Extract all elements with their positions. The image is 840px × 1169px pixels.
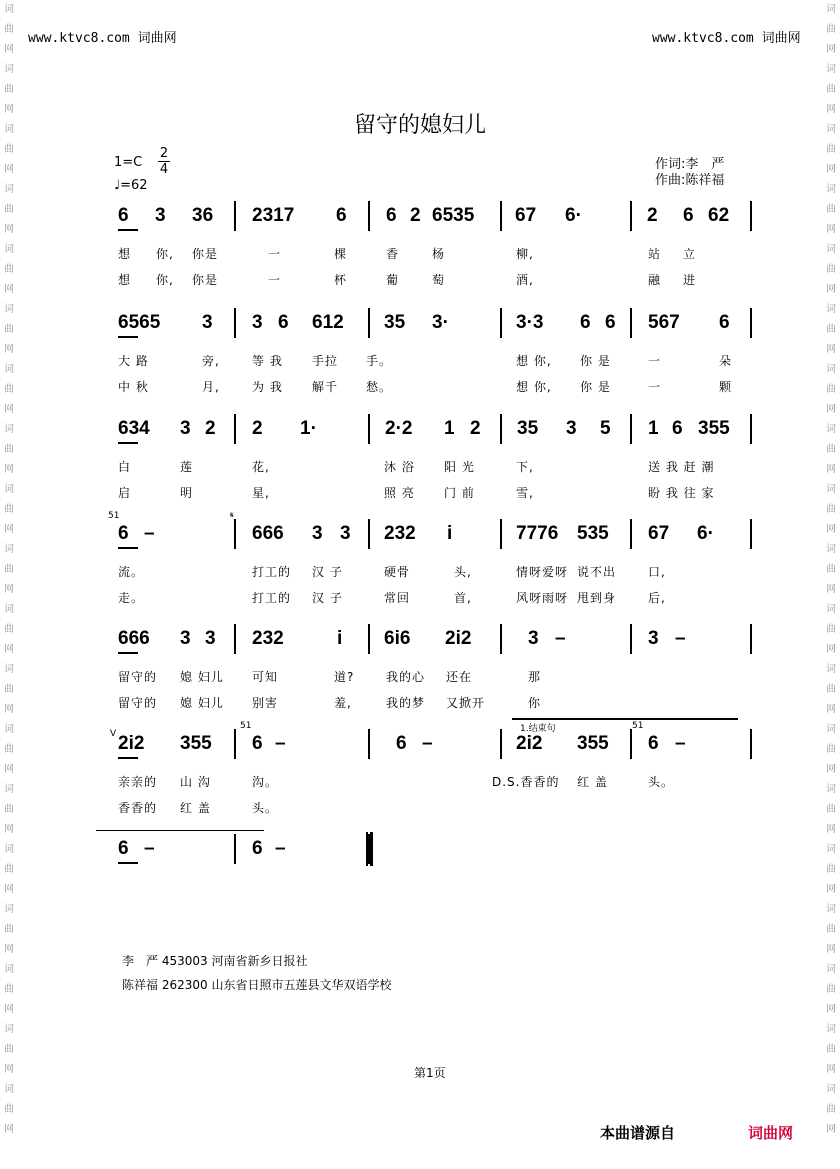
beam bbox=[118, 229, 138, 231]
note: 612 bbox=[312, 312, 344, 333]
note: 2 bbox=[205, 418, 216, 439]
note: 35 bbox=[517, 418, 539, 439]
key-signature: 1=C bbox=[114, 155, 143, 170]
page-number: 第1页 bbox=[414, 1066, 446, 1080]
note: i bbox=[447, 523, 453, 544]
lyric-verse-1: D.S.香香的 bbox=[492, 775, 560, 789]
lyric-verse-1: 你 是 bbox=[580, 354, 611, 368]
note: 2 bbox=[252, 418, 263, 439]
lyric-verse-1: 还在 bbox=[446, 670, 473, 684]
lyric-verse-1: 杨 bbox=[432, 247, 446, 261]
note: 6 bbox=[336, 205, 347, 226]
lyric-verse-2: 进 bbox=[683, 273, 697, 287]
bar-line bbox=[630, 308, 632, 338]
lyric-verse-1: 打工的 bbox=[252, 565, 292, 579]
volta-bracket bbox=[512, 718, 738, 720]
time-signature bbox=[158, 146, 170, 177]
lyric-verse-2: 雪, bbox=[516, 486, 534, 500]
composer: 作曲:陈祥福 bbox=[655, 173, 725, 188]
bar-line bbox=[234, 624, 236, 654]
note: 6 bbox=[672, 418, 683, 439]
note: 36 bbox=[192, 205, 214, 226]
lyric-verse-1: 莲 bbox=[180, 460, 194, 474]
lyric-verse-1: 一 bbox=[648, 354, 662, 368]
bar-line bbox=[500, 519, 502, 549]
beam bbox=[118, 442, 138, 444]
note: 2 bbox=[647, 205, 658, 226]
lyric-verse-1: 手拉 bbox=[312, 354, 339, 368]
lyric-verse-2: 香香的 bbox=[118, 801, 158, 815]
note: 3 bbox=[528, 628, 539, 649]
lyric-verse-1: 我的心 bbox=[386, 670, 426, 684]
bar-line bbox=[234, 729, 236, 759]
lyric-verse-1: 那 bbox=[528, 670, 542, 684]
lyric-verse-1: 香 bbox=[386, 247, 400, 261]
bar-line bbox=[368, 624, 370, 654]
bar-line bbox=[234, 201, 236, 231]
note: – bbox=[275, 838, 286, 859]
note: 3 bbox=[180, 418, 191, 439]
lyric-verse-1: 一 bbox=[268, 247, 282, 261]
note: 3 bbox=[648, 628, 659, 649]
bar-line bbox=[750, 624, 752, 654]
lyric-verse-2: 为 我 bbox=[252, 380, 283, 394]
song-title: 留守的媳妇儿 bbox=[353, 113, 486, 138]
lyric-verse-2: 首, bbox=[454, 591, 472, 605]
note: 7776 bbox=[516, 523, 559, 544]
score-mark: 51 bbox=[108, 511, 120, 521]
lyric-verse-2: 想 你, bbox=[516, 380, 552, 394]
note: 6565 bbox=[118, 312, 161, 333]
score-mark: 51 bbox=[240, 721, 252, 731]
lyric-verse-1: 立 bbox=[683, 247, 697, 261]
lyric-verse-2: 甩到身 bbox=[577, 591, 617, 605]
note: 3 bbox=[566, 418, 577, 439]
note: 355 bbox=[577, 733, 609, 754]
note: 3 bbox=[340, 523, 351, 544]
lyric-verse-2: 明 bbox=[180, 486, 194, 500]
lyric-verse-1: 下, bbox=[516, 460, 534, 474]
lyric-verse-2: 后, bbox=[648, 591, 666, 605]
note: 6 bbox=[118, 523, 129, 544]
note: 3 bbox=[155, 205, 166, 226]
note: 3 bbox=[180, 628, 191, 649]
note: 6 bbox=[386, 205, 397, 226]
lyric-verse-2: 愁。 bbox=[366, 380, 393, 394]
lyric-verse-1: 留守的 bbox=[118, 670, 158, 684]
note: – bbox=[144, 523, 155, 544]
note: – bbox=[144, 838, 155, 859]
note: 6 bbox=[278, 312, 289, 333]
lyric-verse-2: 羞, bbox=[334, 696, 352, 710]
lyric-verse-2: 你 是 bbox=[580, 380, 611, 394]
note: 3 bbox=[312, 523, 323, 544]
note: 6 bbox=[683, 205, 694, 226]
lyric-verse-1: 想 bbox=[118, 247, 132, 261]
note: – bbox=[422, 733, 433, 754]
note: 6 bbox=[648, 733, 659, 754]
note: 1 bbox=[444, 418, 455, 439]
lyric-verse-1: 你是 bbox=[192, 247, 219, 261]
note: 3 bbox=[205, 628, 216, 649]
lyric-verse-1: 沐 浴 bbox=[384, 460, 415, 474]
lyric-verse-2: 打工的 bbox=[252, 591, 292, 605]
note: i bbox=[337, 628, 343, 649]
bar-line bbox=[630, 414, 632, 444]
bar-line bbox=[368, 308, 370, 338]
lyric-verse-2: 想 bbox=[118, 273, 132, 287]
note: 2i2 bbox=[118, 733, 145, 754]
lyric-verse-2: 汉 子 bbox=[312, 591, 343, 605]
lyric-verse-2: 你, bbox=[156, 273, 174, 287]
bar-line bbox=[500, 308, 502, 338]
bar-line bbox=[234, 834, 236, 864]
note: 355 bbox=[698, 418, 730, 439]
lyric-verse-2: 照 亮 bbox=[384, 486, 415, 500]
score-mark: 1.结束句 bbox=[520, 724, 556, 734]
lyric-verse-1: 送 我 赶 潮 bbox=[648, 460, 715, 474]
bar-line bbox=[750, 519, 752, 549]
bar-line bbox=[630, 201, 632, 231]
note: – bbox=[275, 733, 286, 754]
note: 3· bbox=[432, 312, 449, 333]
lyric-verse-2: 盼 我 往 家 bbox=[648, 486, 715, 500]
lyric-verse-1: 道? bbox=[334, 670, 355, 684]
lyric-verse-2: 中 秋 bbox=[118, 380, 149, 394]
beam bbox=[118, 862, 138, 864]
lyric-verse-2: 别害 bbox=[252, 696, 279, 710]
bar-line bbox=[630, 624, 632, 654]
bar-line bbox=[630, 519, 632, 549]
note: 666 bbox=[118, 628, 150, 649]
lyric-verse-2: 颗 bbox=[719, 380, 733, 394]
lyric-verse-2: 葡 bbox=[386, 273, 400, 287]
lyric-verse-2: 月, bbox=[202, 380, 220, 394]
lyric-verse-2: 解千 bbox=[312, 380, 339, 394]
beam bbox=[118, 547, 138, 549]
note: 35 bbox=[384, 312, 406, 333]
lyric-verse-1: 山 沟 bbox=[180, 775, 211, 789]
footer-line-2: 陈祥福 262300 山东省日照市五莲县文华双语学校 bbox=[122, 978, 392, 992]
score-mark: V bbox=[110, 729, 117, 739]
bar-line bbox=[368, 414, 370, 444]
lyric-verse-2: 头。 bbox=[252, 801, 279, 815]
note: – bbox=[675, 733, 686, 754]
note: 6535 bbox=[432, 205, 475, 226]
side-watermark-right: 词曲网 词曲网 词曲网 词曲网 词曲网 词曲网 词曲网 词曲网 词曲网 词曲网 词曲网 词曲网 词曲网 词曲网 词曲网 词曲网 词曲网 词曲网 词曲网 bbox=[826, 4, 836, 1135]
bar-line bbox=[500, 729, 502, 759]
note: 634 bbox=[118, 418, 150, 439]
note: 1 bbox=[648, 418, 659, 439]
note: 6 bbox=[118, 838, 129, 859]
note: 6 bbox=[252, 733, 263, 754]
tempo-marking bbox=[114, 178, 148, 193]
lyric-verse-1: 花, bbox=[252, 460, 270, 474]
lyric-verse-2: 走。 bbox=[118, 591, 145, 605]
lyric-verse-2: 萄 bbox=[432, 273, 446, 287]
note: 6· bbox=[565, 205, 582, 226]
tie-line bbox=[96, 830, 264, 831]
quarter-note-icon: ♩ bbox=[114, 178, 121, 193]
lyric-verse-1: 硬骨 bbox=[384, 565, 411, 579]
lyric-verse-1: 想 你, bbox=[516, 354, 552, 368]
note: 67 bbox=[515, 205, 537, 226]
note: 2·2 bbox=[385, 418, 413, 439]
note: 67 bbox=[648, 523, 670, 544]
source-name[interactable]: 词曲网 bbox=[748, 1124, 794, 1142]
note: 6 bbox=[118, 205, 129, 226]
lyric-verse-2: 一 bbox=[648, 380, 662, 394]
lyric-verse-1: 站 bbox=[648, 247, 662, 261]
note: 232 bbox=[252, 628, 284, 649]
lyric-verse-2: 风呀雨呀 bbox=[516, 591, 569, 605]
note: 232 bbox=[384, 523, 416, 544]
bar-line bbox=[368, 729, 370, 759]
note: 1· bbox=[300, 418, 317, 439]
lyric-verse-1: 大 路 bbox=[118, 354, 149, 368]
note: – bbox=[675, 628, 686, 649]
note: 3 bbox=[252, 312, 263, 333]
lyric-verse-2: 星, bbox=[252, 486, 270, 500]
note: 3·3 bbox=[516, 312, 544, 333]
bar-line bbox=[500, 201, 502, 231]
note: 2i2 bbox=[516, 733, 543, 754]
lyric-verse-1: 沟。 bbox=[252, 775, 279, 789]
note: 567 bbox=[648, 312, 680, 333]
lyric-verse-2: 融 bbox=[648, 273, 662, 287]
note: 2 bbox=[470, 418, 481, 439]
lyric-verse-1: 旁, bbox=[202, 354, 220, 368]
lyricist: 作词:李 严 bbox=[655, 157, 725, 172]
site-header-left[interactable]: www.ktvc8.com 词曲网 bbox=[28, 31, 177, 46]
final-barline-thick bbox=[370, 832, 373, 866]
bar-line bbox=[234, 308, 236, 338]
lyric-verse-1: 亲亲的 bbox=[118, 775, 158, 789]
lyric-verse-1: 棵 bbox=[334, 247, 348, 261]
bar-line bbox=[500, 414, 502, 444]
beam bbox=[118, 757, 138, 759]
note: 5 bbox=[600, 418, 611, 439]
lyric-verse-2: 启 bbox=[118, 486, 132, 500]
lyric-verse-1: 口, bbox=[648, 565, 666, 579]
note: 6 bbox=[580, 312, 591, 333]
lyric-verse-1: 情呀爱呀 bbox=[516, 565, 569, 579]
lyric-verse-1: 头。 bbox=[648, 775, 675, 789]
beam bbox=[118, 652, 138, 654]
note: 6 bbox=[719, 312, 730, 333]
lyric-verse-1: 说不出 bbox=[577, 565, 617, 579]
site-header-right[interactable]: www.ktvc8.com 词曲网 bbox=[652, 31, 801, 46]
lyric-verse-1: 白 bbox=[118, 460, 132, 474]
lyric-verse-2: 你是 bbox=[192, 273, 219, 287]
note: 6 bbox=[252, 838, 263, 859]
lyric-verse-1: 汉 子 bbox=[312, 565, 343, 579]
note: 3 bbox=[202, 312, 213, 333]
lyric-verse-2: 常回 bbox=[384, 591, 411, 605]
bar-line bbox=[234, 519, 236, 549]
note: 6· bbox=[697, 523, 714, 544]
time-bottom: 4 bbox=[159, 162, 169, 177]
lyric-verse-1: 手。 bbox=[366, 354, 393, 368]
note: 6 bbox=[605, 312, 616, 333]
note: 2i2 bbox=[445, 628, 472, 649]
lyric-verse-1: 红 盖 bbox=[577, 775, 608, 789]
note: 6 bbox=[396, 733, 407, 754]
score-mark: 𝄋 bbox=[230, 511, 234, 521]
beam bbox=[118, 336, 138, 338]
lyric-verse-1: 你, bbox=[156, 247, 174, 261]
lyric-verse-2: 杯 bbox=[334, 273, 348, 287]
note: – bbox=[555, 628, 566, 649]
footer-line-1: 李 严 453003 河南省新乡日报社 bbox=[122, 954, 308, 968]
lyric-verse-2: 我的梦 bbox=[386, 696, 426, 710]
final-barline bbox=[366, 832, 368, 866]
bar-line bbox=[750, 729, 752, 759]
note: 2317 bbox=[252, 205, 295, 226]
note: 6i6 bbox=[384, 628, 411, 649]
lyric-verse-2: 留守的 bbox=[118, 696, 158, 710]
bar-line bbox=[234, 414, 236, 444]
bar-line bbox=[750, 414, 752, 444]
note: 62 bbox=[708, 205, 730, 226]
bar-line bbox=[630, 729, 632, 759]
lyric-verse-1: 阳 光 bbox=[444, 460, 475, 474]
lyric-verse-1: 朵 bbox=[719, 354, 733, 368]
note: 666 bbox=[252, 523, 284, 544]
lyric-verse-2: 红 盖 bbox=[180, 801, 211, 815]
source-label: 本曲谱源自 bbox=[600, 1124, 676, 1142]
note: 355 bbox=[180, 733, 212, 754]
lyric-verse-1: 流。 bbox=[118, 565, 145, 579]
lyric-verse-1: 可知 bbox=[252, 670, 279, 684]
score-mark: 51 bbox=[632, 721, 644, 731]
lyric-verse-2: 媳 妇儿 bbox=[180, 696, 224, 710]
note: 2 bbox=[410, 205, 421, 226]
lyric-verse-2: 你 bbox=[528, 696, 542, 710]
bar-line bbox=[750, 308, 752, 338]
side-watermark-left: 词曲网 词曲网 词曲网 词曲网 词曲网 词曲网 词曲网 词曲网 词曲网 词曲网 词曲网 词曲网 词曲网 词曲网 词曲网 词曲网 词曲网 词曲网 词曲网 bbox=[4, 4, 14, 1135]
lyric-verse-2: 又掀开 bbox=[446, 696, 486, 710]
lyric-verse-1: 等 我 bbox=[252, 354, 283, 368]
time-top: 2 bbox=[159, 146, 169, 161]
lyric-verse-1: 媳 妇儿 bbox=[180, 670, 224, 684]
bar-line bbox=[368, 201, 370, 231]
tempo-value: =62 bbox=[120, 178, 148, 193]
lyric-verse-2: 一 bbox=[268, 273, 282, 287]
note: 535 bbox=[577, 523, 609, 544]
lyric-verse-1: 柳, bbox=[516, 247, 534, 261]
bar-line bbox=[368, 519, 370, 549]
bar-line bbox=[750, 201, 752, 231]
lyric-verse-1: 头, bbox=[454, 565, 472, 579]
bar-line bbox=[500, 624, 502, 654]
lyric-verse-2: 门 前 bbox=[444, 486, 475, 500]
lyric-verse-2: 酒, bbox=[516, 273, 534, 287]
